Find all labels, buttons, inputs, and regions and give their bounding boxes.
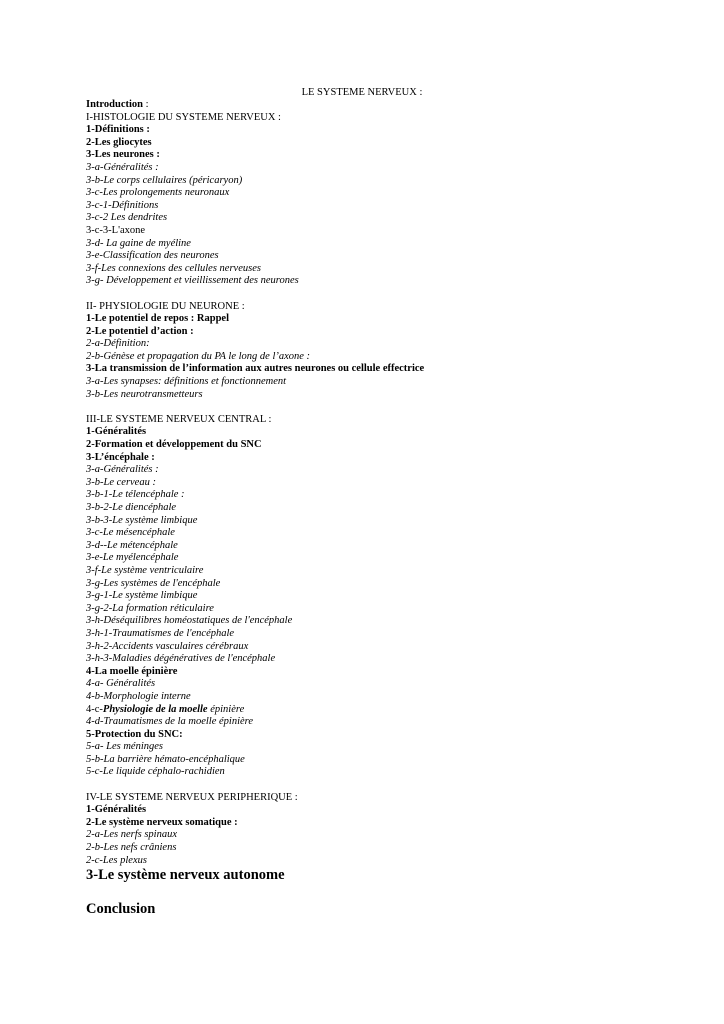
toc-item: 3-b-3-Le système limbique <box>86 514 198 526</box>
toc-item: 3-a-Généralités : <box>86 161 159 173</box>
toc-item: 3-g-2-La formation réticulaire <box>86 602 214 614</box>
section-heading: I-HISTOLOGIE DU SYSTEME NERVEUX : <box>86 111 281 123</box>
toc-item: 5-c-Le liquide céphalo-rachidien <box>86 766 225 778</box>
toc-item: 3-c-Les prolongements neuronaux <box>86 187 230 199</box>
intro-line <box>86 99 686 112</box>
toc-item-prefix: 4-c- <box>86 703 103 715</box>
toc-item: 1-Généralités <box>86 426 147 438</box>
toc-item <box>86 704 686 717</box>
toc-item: 4-a- Généralités <box>86 678 156 690</box>
toc-item-large: 3-Le système nerveux autonome <box>86 867 285 884</box>
toc-item: 1-Généralités <box>86 804 147 816</box>
toc-item: 2-c-Les plexus <box>86 854 147 866</box>
toc-item: 4-b-Morphologie interne <box>86 690 191 702</box>
toc-item: 3-b-2-Le diencéphale <box>86 502 177 513</box>
toc-item: 2-Les gliocytes <box>86 136 152 148</box>
toc-item: 2-a-Définition: <box>86 338 150 350</box>
toc-item: 3-a-Généralités : <box>86 464 159 476</box>
toc-item: 5-a- Les méninges <box>86 741 163 753</box>
toc-item: 3-c-3-L'axone <box>86 224 146 236</box>
table-of-contents <box>86 99 686 918</box>
toc-item: 1-Définitions : <box>86 124 150 136</box>
toc-item: 3-h-1-Traumatismes de l'encéphale <box>86 627 235 639</box>
toc-item: 3-f-Le système ventriculaire <box>86 564 204 576</box>
toc-item: 3-h-2-Accidents vasculaires cérébraux <box>86 640 249 652</box>
toc-item: 3-b-Le cerveau : <box>86 476 156 488</box>
toc-item: 3-b-Les neurotransmetteurs <box>86 388 203 400</box>
section-heading: II- PHYSIOLOGIE DU NEURONE : <box>86 300 245 312</box>
toc-item: 2-b-Génèse et propagation du PA le long de l’axone : <box>86 350 311 362</box>
intro-suffix: : <box>143 99 149 110</box>
toc-item: 1-Le potentiel de repos : Rappel <box>86 313 230 325</box>
toc-item: 3-c-Le mésencéphale <box>86 527 175 539</box>
toc-item: 3-f-Les connexions des cellules nerveuses <box>86 262 261 274</box>
toc-item: 3-h-Déséquilibres homéostatiques de l'encéphale <box>86 615 293 627</box>
toc-item: 3-g-1-Le système limbique <box>86 590 198 602</box>
section-heading: IV-LE SYSTEME NERVEUX PERIPHERIQUE : <box>86 791 298 803</box>
toc-item: 4-La moelle épinière <box>86 665 178 677</box>
toc-item: 3-d--Le métencéphale <box>86 539 178 551</box>
toc-item: 3-e-Classification des neurones <box>86 250 219 262</box>
toc-item: 3-La transmission de l’information aux autres neurones ou cellule effectrice <box>86 363 425 375</box>
toc-item: 3-L’éncéphale : <box>86 451 155 463</box>
toc-item: 3-c-1-Définitions <box>86 199 159 211</box>
document-title: LE SYSTEME NERVEUX : <box>301 87 423 98</box>
toc-item: 3-g- Développement et vieillissement des neurones <box>86 275 299 287</box>
toc-item: 2-Le potentiel d’action : <box>86 325 194 337</box>
toc-item: 3-a-Les synapses: définitions et fonctionnement <box>86 376 287 388</box>
toc-item: 3-e-Le myélencéphale <box>86 552 179 564</box>
toc-item: 2-Le système nerveux somatique : <box>86 816 238 828</box>
section-heading: III-LE SYSTEME NERVEUX CENTRAL : <box>86 413 272 425</box>
toc-item: 5-Protection du SNC: <box>86 728 183 740</box>
toc-item-emphasis: Physiologie de la moelle <box>102 703 208 715</box>
toc-item: 5-b-La barrière hémato-encéphalique <box>86 753 245 765</box>
toc-item: 3-d- La gaine de myéline <box>86 237 191 249</box>
toc-item: 3-Les neurones : <box>86 149 160 161</box>
toc-item: 3-h-3-Maladies dégénératives de l'encéphale <box>86 653 276 665</box>
toc-item: 3-c-2 Les dendrites <box>86 212 168 224</box>
toc-item: 3-b-1-Le télencéphale : <box>86 489 185 501</box>
toc-item: 3-g-Les systèmes de l'encéphale <box>86 577 221 589</box>
toc-item-suffix: épinière <box>207 703 245 715</box>
intro-label: Introduction <box>86 99 143 110</box>
toc-item: 2-b-Les nefs crâniens <box>86 842 177 854</box>
conclusion-heading: Conclusion <box>86 901 156 918</box>
toc-item: 4-d-Traumatismes de la moelle épinière <box>86 716 254 728</box>
toc-item: 2-a-Les nerfs spinaux <box>86 829 177 841</box>
toc-item: 2-Formation et développement du SNC <box>86 439 262 451</box>
toc-item: 3-b-Le corps cellulaires (péricaryon) <box>86 174 243 186</box>
